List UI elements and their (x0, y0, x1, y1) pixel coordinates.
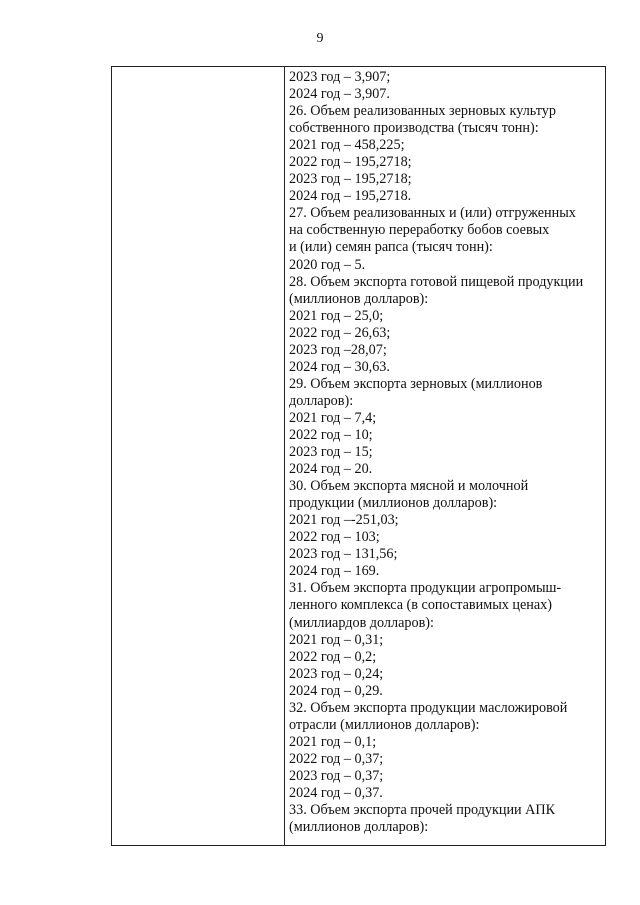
text-line: 2021 год – 25,0; (289, 307, 384, 324)
text-line: 2023 год –28,07; (289, 341, 387, 358)
text-line: 2023 год – 3,907; (289, 69, 391, 85)
text-line: 2021 год –-251,03; (289, 512, 399, 529)
text-line: 2023 год – 195,2718; (289, 171, 412, 188)
text-line: 2023 год – 0,24; (289, 665, 384, 682)
text-line: 2022 год – 0,2; (289, 648, 377, 665)
table-right-column (289, 69, 601, 836)
text-line: 2024 год – 0,37. (289, 784, 383, 801)
text-line: 2022 год – 0,37; (289, 750, 384, 767)
text-line: 26. Объем реализованных зерновых культур (289, 103, 556, 120)
text-line: (миллиардов долларов): (289, 614, 434, 631)
page-number: 9 (316, 31, 324, 46)
text-line: 2024 год – 169. (289, 563, 380, 580)
text-line: 2024 год – 3,907. (289, 86, 390, 103)
text-line: 28. Объем экспорта готовой пищевой продукции (289, 273, 584, 290)
text-line: 2024 год – 195,2718. (289, 188, 412, 205)
text-line: 2022 год – 26,63; (289, 324, 391, 341)
text-line: 31. Объем экспорта продукции агропромыш- (289, 580, 562, 597)
text-line: 2022 год – 10; (289, 426, 373, 443)
text-line: 2022 год – 195,2718; (289, 154, 412, 171)
text-line: 2023 год – 15; (289, 444, 373, 461)
text-line: 32. Объем экспорта продукции масложировой (289, 699, 568, 716)
text-line: 2021 год – 7,4; (289, 409, 377, 426)
text-line: 2023 год – 0,37; (289, 767, 384, 784)
document-table (111, 66, 606, 846)
text-line: долларов): (289, 392, 354, 409)
text-line: и (или) семян рапса (тысяч тонн): (289, 239, 493, 256)
text-line: 2021 год – 458,225; (289, 137, 405, 154)
table-left-column (112, 67, 284, 845)
text-line: 2023 год – 131,56; (289, 546, 398, 563)
text-line: 33. Объем экспорта прочей продукции АПК (289, 802, 556, 819)
text-line: продукции (миллионов долларов): (289, 495, 498, 512)
text-line: (миллионов долларов): (289, 819, 429, 836)
text-line: 30. Объем экспорта мясной и молочной (289, 478, 529, 495)
text-line: 2024 год – 20. (289, 461, 373, 478)
text-line: на собственную переработку бобов соевых (289, 222, 550, 239)
text-line: 2024 год – 0,29. (289, 682, 383, 699)
text-line: 29. Объем экспорта зерновых (миллионов (289, 375, 543, 392)
text-line: 2022 год – 103; (289, 529, 380, 546)
text-line: 2020 год – 5. (289, 256, 366, 273)
text-line: 27. Объем реализованных и (или) отгруженных (289, 205, 576, 222)
text-line: 2021 год – 0,1; (289, 733, 377, 750)
text-line: 2021 год – 0,31; (289, 631, 384, 648)
text-line: собственного производства (тысяч тонн): (289, 120, 539, 137)
column-divider (284, 67, 285, 845)
text-line: отрасли (миллионов долларов): (289, 716, 480, 733)
text-line: ленного комплекса (в сопоставимых ценах) (289, 597, 552, 614)
text-line: (миллионов долларов): (289, 290, 429, 307)
text-line: 2024 год – 30,63. (289, 358, 390, 375)
